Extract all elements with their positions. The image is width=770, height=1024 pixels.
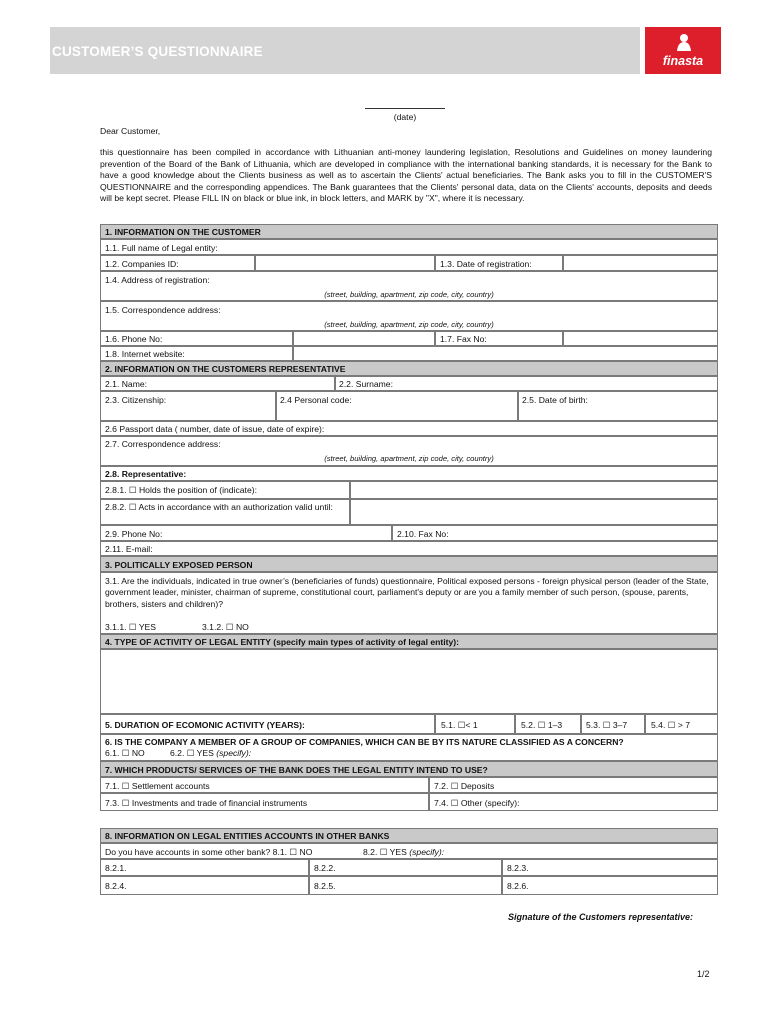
account-label: 8.2.2. (314, 863, 336, 873)
concern-yes-hint: (specify): (216, 748, 252, 758)
companies-id-field[interactable] (255, 255, 435, 271)
phone-field[interactable] (293, 331, 435, 346)
pep-question: 3.1. Are the individuals, indicated in true owner’s (beneficiaries of funds) questionnaire, Political exposed persons - foreign physical person (leader of the State, government leader, minister, chairman of supreme, constitutional court, parliament's deputy or are you a family member of such person, (spouse, parents, brothers, sisters and children)? (105, 576, 709, 609)
full-name-label: 1.1. Full name of Legal entity: (105, 243, 218, 253)
other-bank-yes-checkbox[interactable] (363, 847, 444, 858)
section-8-title: 8. INFORMATION ON LEGAL ENTITIES ACCOUNTS IN OTHER BANKS (105, 831, 390, 841)
section-7-title: 7. WHICH PRODUCTS/ SERVICES OF THE BANK DOES THE LEGAL ENTITY INTEND TO USE? (105, 765, 488, 775)
rep-phone-label: 2.9. Phone No: (105, 529, 163, 539)
concern-yes-checkbox[interactable] (170, 748, 251, 759)
rep-correspondence-label: 2.7. Correspondence address: (105, 439, 221, 449)
product-option-1-label: 7.1. ☐ Settlement accounts (105, 781, 210, 791)
concern-yes-label: 6.2. ☐ YES (170, 748, 214, 758)
section-1-title: 1. INFORMATION ON THE CUSTOMER (105, 227, 261, 237)
product-option-4-label: 7.4. ☐ Other (specify): (434, 798, 520, 808)
correspondence-label: 1.5. Correspondence address: (105, 305, 221, 315)
account-cell[interactable] (502, 859, 718, 876)
product-option-2-label: 7.2. ☐ Deposits (434, 781, 495, 791)
other-bank-yes-hint: (specify): (409, 847, 445, 857)
authorization-field[interactable] (350, 499, 718, 525)
website-label: 1.8. Internet website: (105, 349, 185, 359)
date-line[interactable] (365, 108, 445, 109)
other-bank-no-checkbox[interactable]: Do you have accounts in some other bank? 8.1. ☐ NO (105, 847, 313, 857)
fax-label: 1.7. Fax No: (440, 334, 487, 344)
logo-text: finasta (662, 54, 704, 68)
surname-label: 2.2. Surname: (339, 379, 393, 389)
section-4-title: 4. TYPE OF ACTIVITY OF LEGAL ENTITY (specify main types of activity of legal entity): (105, 637, 460, 647)
fax-field[interactable] (563, 331, 718, 346)
date-label: (date) (393, 112, 417, 122)
lion-icon (675, 32, 693, 52)
date-registration-label: 1.3. Date of registration: (440, 259, 532, 269)
phone-label: 1.6. Phone No: (105, 334, 163, 344)
account-cell[interactable] (100, 859, 309, 876)
correspondence-hint: (street, building, apartment, zip code, city, country) (324, 320, 494, 329)
activity-textarea[interactable] (100, 649, 718, 714)
passport-label: 2.6 Passport data ( number, date of issue, date of expire): (105, 424, 325, 434)
website-field[interactable] (293, 346, 718, 361)
date-of-birth-label: 2.5. Date of birth: (522, 395, 588, 405)
account-label: 8.2.3. (507, 863, 529, 873)
intro-paragraph: this questionnaire has been compiled in accordance with Lithuanian anti-money laundering legislation, Resolutions and Guidelines on money laundering prevention of the Board of the Bank of Lithuania, which are developed in compliance with the international banking standards, it is necessary for the Bank to have a good knowledge about the Clients business as well as to ascertain the Clients' actual beneficiaries. The Bank asks you to fill in the CUSTOMER'S QUESTIONNAIRE and the corresponding appendices. The Bank guarantees that the Clients' personal data, data on the Clients' accounts, deposits and deeds will be kept secret. Please FILL IN on black or blue ink, in block letters, and MARK by "X", where it is necessary. (100, 147, 712, 204)
section-6-title: 6. IS THE COMPANY A MEMBER OF A GROUP OF COMPANIES, WHICH CAN BE BY ITS NATURE CLASSIFIED AS A CONCERN? (105, 737, 624, 747)
authorization-label: 2.8.2. ☐ Acts in accordance with an authorization valid until: (105, 502, 333, 512)
personal-code-label: 2.4 Personal code: (280, 395, 352, 405)
finasta-logo (645, 27, 721, 74)
account-cell[interactable] (100, 876, 309, 895)
section-3-title: 3. POLITICALLY EXPOSED PERSON (105, 560, 253, 570)
account-label: 8.2.1. (105, 863, 127, 873)
representative-row (100, 466, 718, 481)
signature-label: Signature of the Customers representative: (508, 912, 694, 922)
holds-position-field[interactable] (350, 481, 718, 499)
account-cell[interactable] (309, 859, 502, 876)
account-cell[interactable] (502, 876, 718, 895)
greeting: Dear Customer, (100, 126, 161, 136)
address-hint: (street, building, apartment, zip code, city, country) (324, 290, 494, 299)
account-label: 8.2.4. (105, 881, 127, 891)
section-2-title: 2. INFORMATION ON THE CUSTOMERS REPRESENTATIVE (105, 364, 346, 374)
other-bank-yes-label: 8.2. ☐ YES (363, 847, 407, 857)
pep-no-checkbox[interactable]: 3.1.2. ☐ NO (202, 622, 249, 632)
page-number: 1/2 (697, 969, 710, 979)
product-option-3-label: 7.3. ☐ Investments and trade of financial instruments (105, 798, 308, 808)
address-label: 1.4. Address of registration: (105, 275, 210, 285)
duration-option-3-label: 5.3. ☐ 3–7 (586, 720, 628, 730)
citizenship-label: 2.3. Citizenship: (105, 395, 167, 405)
pep-yes-checkbox[interactable]: 3.1.1. ☐ YES (105, 622, 157, 632)
holds-position-label: 2.8.1. ☐ Holds the position of (indicate): (105, 485, 257, 495)
representative-label: 2.8. Representative: (105, 469, 187, 479)
account-cell[interactable] (309, 876, 502, 895)
page-title: CUSTOMER’S QUESTIONNAIRE (52, 44, 263, 59)
account-label: 8.2.6. (507, 881, 529, 891)
rep-correspondence-hint: (street, building, apartment, zip code, city, country) (324, 454, 494, 463)
email-label: 2.11. E-mail: (105, 544, 153, 554)
account-label: 8.2.5. (314, 881, 336, 891)
concern-no-checkbox[interactable]: 6.1. ☐ NO (105, 748, 145, 758)
duration-option-4-label: 5.4. ☐ > 7 (651, 720, 690, 730)
rep-fax-label: 2.10. Fax No: (397, 529, 449, 539)
companies-id-label: 1.2. Companies ID: (105, 259, 179, 269)
date-registration-field[interactable] (563, 255, 718, 271)
name-label: 2.1. Name: (105, 379, 148, 389)
duration-option-1-label: 5.1. ☐< 1 (441, 720, 478, 730)
duration-option-2-label: 5.2. ☐ 1–3 (521, 720, 563, 730)
section-5-title: 5. DURATION OF ECOMONIC ACTIVITY (YEARS): (105, 720, 305, 730)
email-field[interactable] (100, 541, 718, 556)
